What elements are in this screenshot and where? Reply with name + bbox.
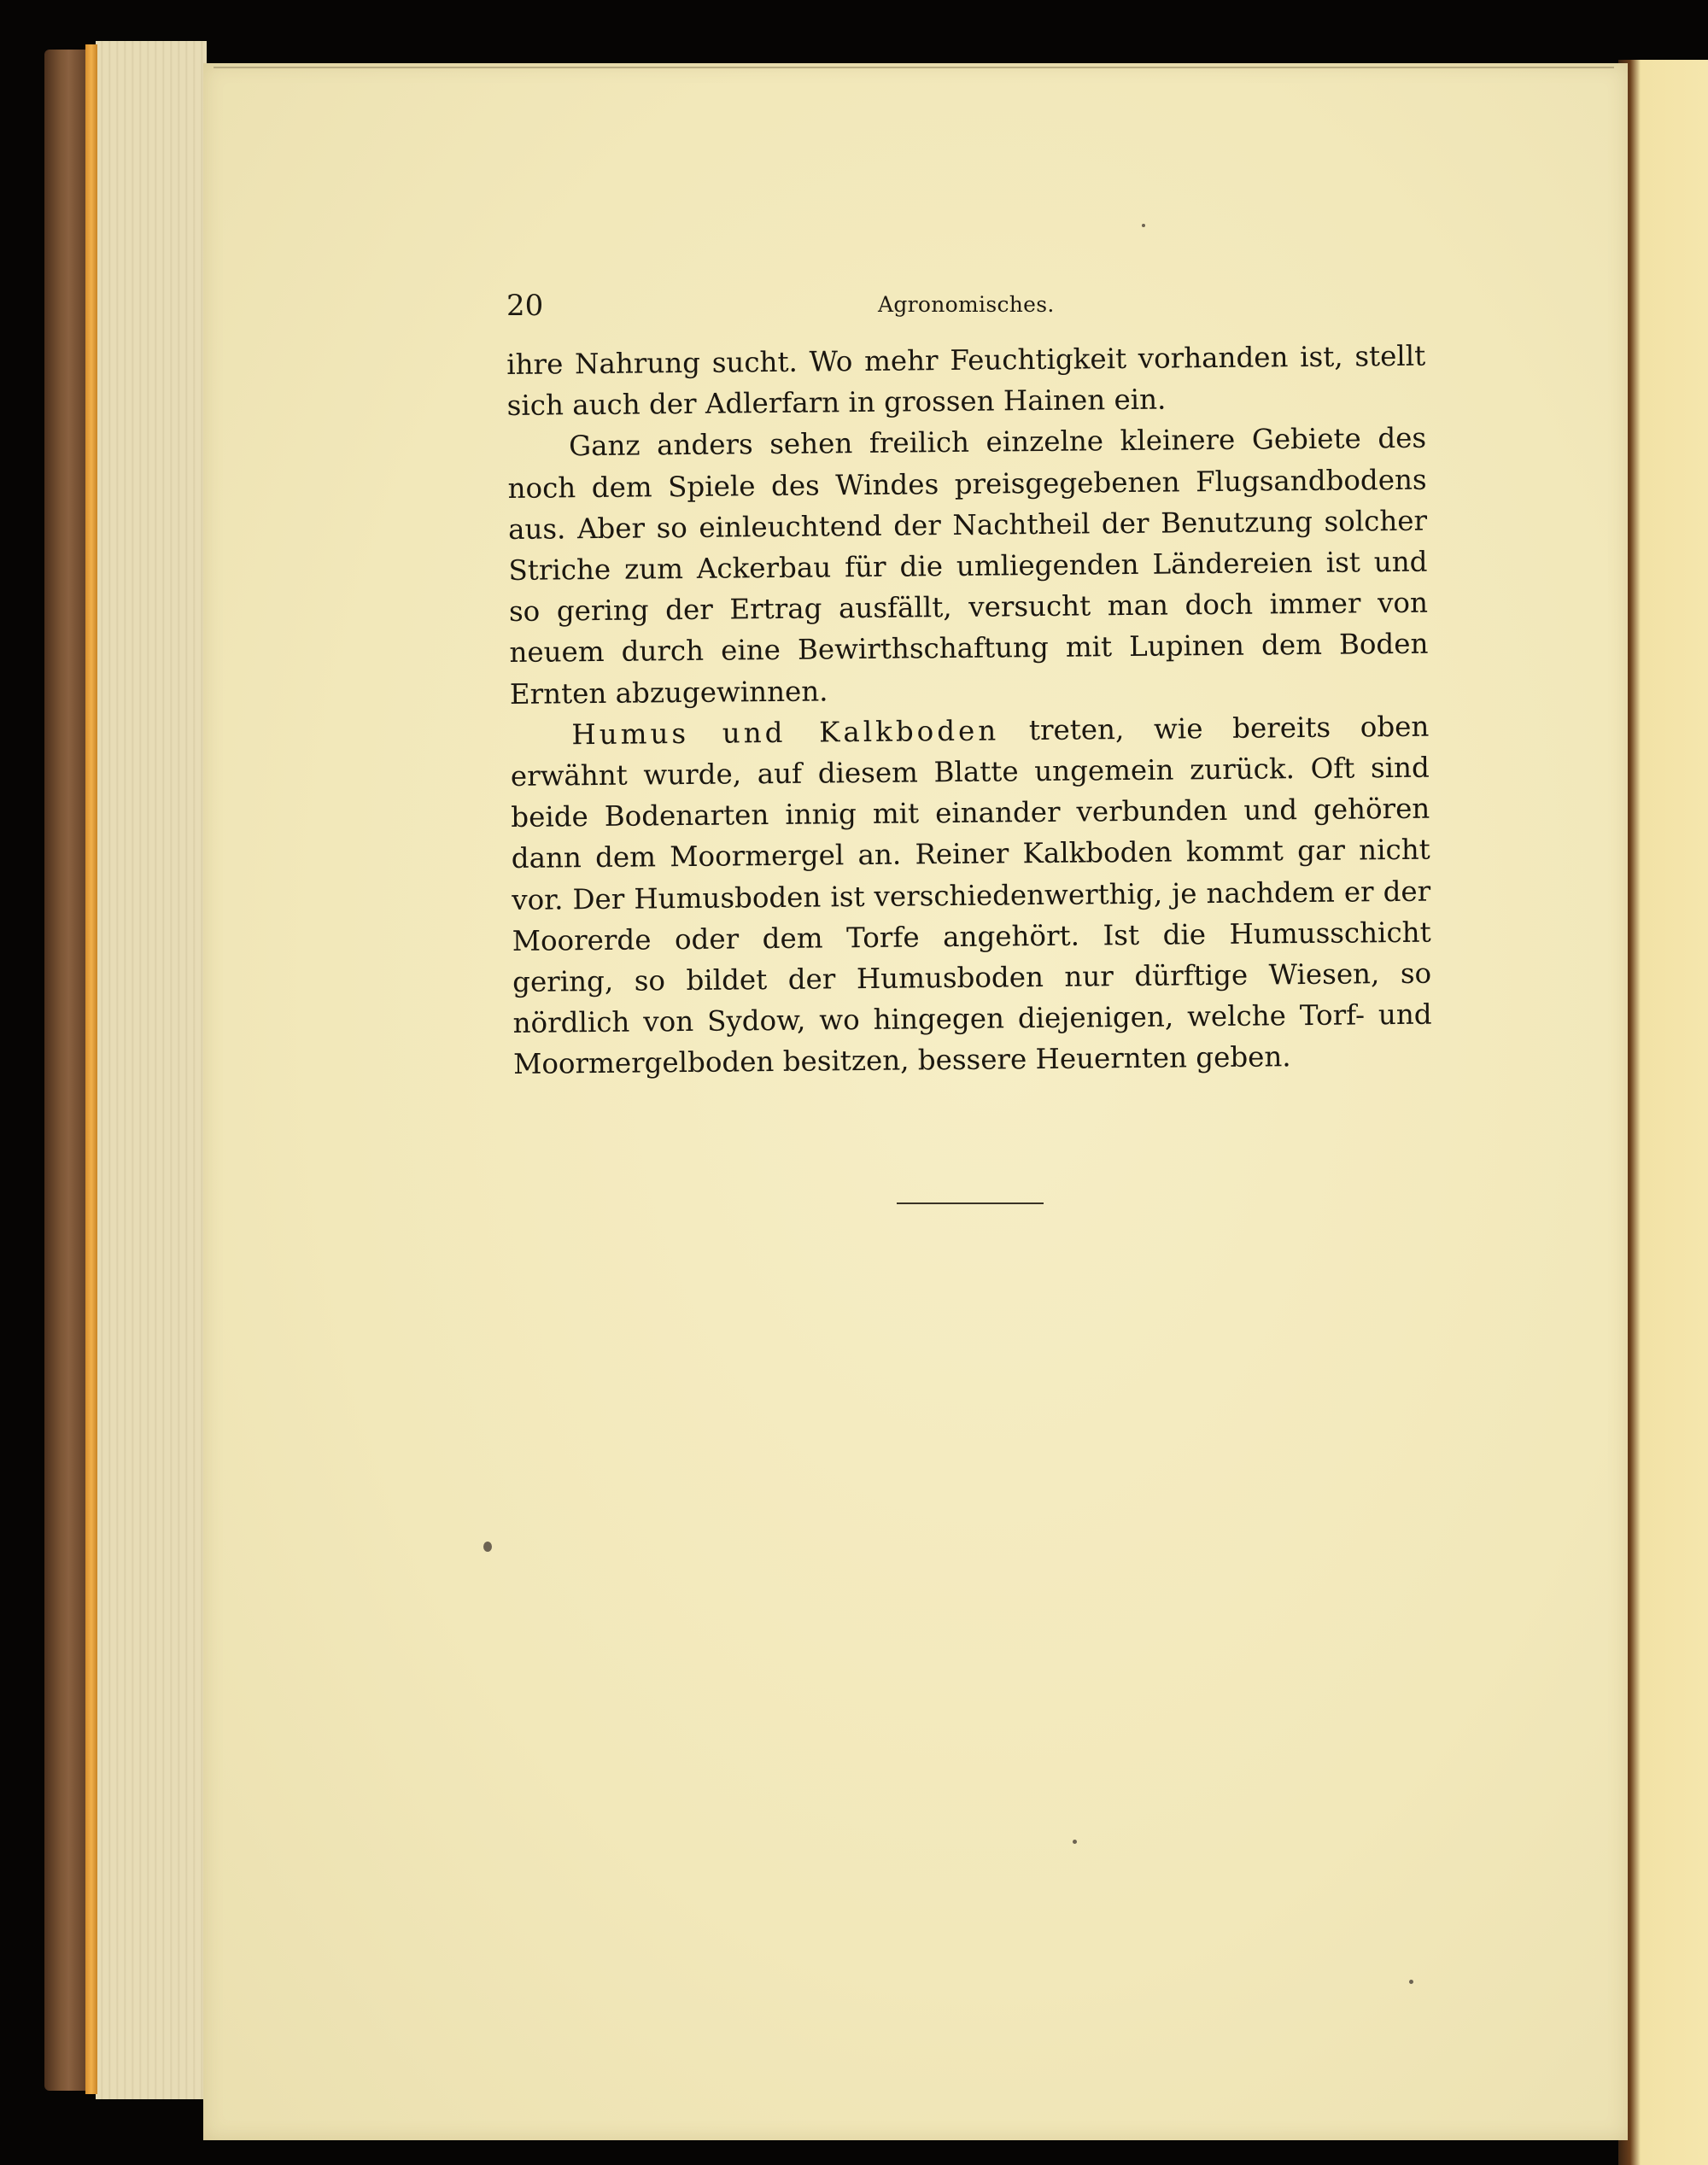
paper-speck [483,1542,492,1552]
orange-page-edge [85,44,97,2094]
running-head: Agronomisches. [878,292,1055,317]
paper-speck [1409,1980,1413,1984]
paragraph-1: ihre Nahrung sucht. Wo mehr Feuchtigkeit vorhanden ist, stellt sich auch der Adlerfarn in grossen Hainen ein. [506,339,1426,423]
spaced-emphasis: Humus und Kalkboden [571,714,1000,752]
adjacent-page [1618,60,1708,2165]
body-text [506,336,1432,1085]
paragraph-3 [510,705,1432,1085]
page-top-edge [214,67,1614,68]
page-number: 20 [506,289,544,323]
page-header [506,289,1425,331]
section-end-rule [897,1202,1044,1204]
paper-speck [1073,1840,1077,1844]
book-cover-edge [44,50,89,2091]
paper-speck [1142,224,1145,227]
page-stack-edges [96,41,207,2099]
paragraph-3-text: treten, wie bereits oben erwähnt wurde, auf diesem Blatte ungemein zurück. Oft sind beide Bodenarten innig mit einander verbunden und gehören dann dem Moormergel an. Reiner Kalkboden kommt gar nicht vor. Der Humusboden ist verschiedenwerthig, je nachdem er der Moorerde oder dem Torfe angehört. Ist die Humusschicht gering, so bildet der Humusboden nur dürftige Wiesen, so nördlich von Sydow, wo hingegen diejenigen, welche Torf- und Moormergelboden besitzen, bessere Heuernten geben. [510,710,1432,1081]
paragraph-2: Ganz anders sehen freilich einzelne kleinere Gebiete des noch dem Spiele des Windes preisgegebenen Flugsandbodens aus. Aber so einleuchtend der Nachtheil der Benutzung solcher Striche zum Ackerbau für die umliegenden Ländereien ist und so gering der Ertrag ausfällt, versucht man doch immer von neuem durch eine Bewirthschaftung mit Lupinen dem Boden Ernten abzugewinnen. [507,422,1429,711]
